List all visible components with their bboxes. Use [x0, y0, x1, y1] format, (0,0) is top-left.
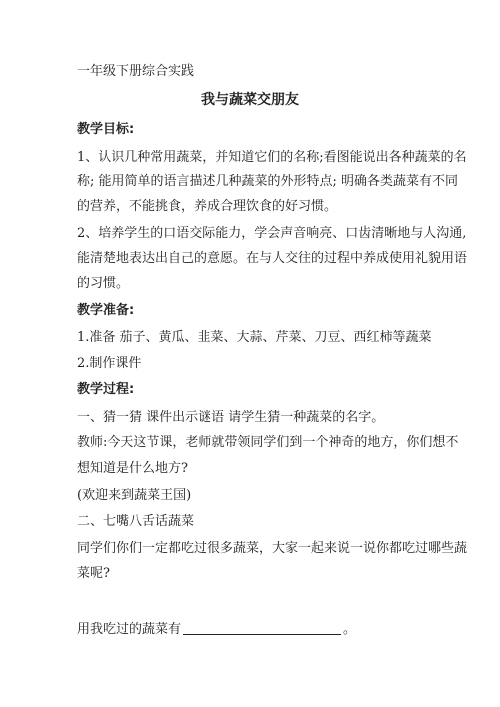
- prep-item-1: 1.准备 茄子、黄瓜、韭菜、大蒜、芹菜、刀豆、西红柿等蔬菜: [77, 330, 432, 345]
- step1-welcome: (欢迎来到蔬菜王国): [77, 488, 192, 503]
- step1-teacher-line1: 教师:今天这节课，老师就带领同学们到一个神奇的地方，你们想不: [77, 435, 459, 450]
- doc-title: 我与蔬菜交朋友: [201, 92, 299, 108]
- doc-subtitle: 一年级下册综合实践: [77, 64, 195, 79]
- heading-goals: 教学目标:: [77, 122, 135, 137]
- fill-suffix: 。: [343, 622, 357, 637]
- goals-p2-line1: 2、培养学生的口语交际能力，学会声音响亮、口齿清晰地与人沟通,: [77, 226, 467, 241]
- prep-item-2: 2.制作课件: [77, 356, 142, 371]
- heading-prep: 教学准备:: [77, 303, 135, 318]
- step2: 二、七嘴八舌话蔬菜: [77, 514, 195, 529]
- step1: 一、猜一猜 课件出示谜语 请学生猜一种蔬菜的名字。: [77, 410, 385, 425]
- goals-p1-line1: 1、认识几种常用蔬菜，并知道它们的名称;看图能说出各种蔬菜的名: [77, 150, 467, 165]
- goals-p1-line3: 的营养，不能挑食，养成合理饮食的好习惯。: [77, 199, 338, 214]
- goals-p1-line2: 称; 能用简单的语言描述几种蔬菜的外形特点; 明确各类蔬菜有不同: [77, 174, 459, 189]
- heading-process: 教学过程:: [77, 382, 135, 397]
- step1-teacher-line2: 想知道是什么地方?: [77, 461, 188, 476]
- goals-p2-line3: 的习惯。: [77, 276, 130, 291]
- fill-blank-line: [183, 620, 341, 635]
- fill-prefix: 用我吃过的蔬菜有: [77, 622, 182, 637]
- fill-in-sentence: [77, 620, 356, 638]
- step2-question-line2: 菜呢?: [77, 566, 110, 581]
- goals-p2-line2: 能清楚地表达出自己的意愿。在与人交往的过程中养成使用礼貌用语: [77, 251, 468, 266]
- step2-question-line1: 同学们你们一定都吃过很多蔬菜，大家一起来说一说你都吃过哪些蔬: [77, 541, 468, 556]
